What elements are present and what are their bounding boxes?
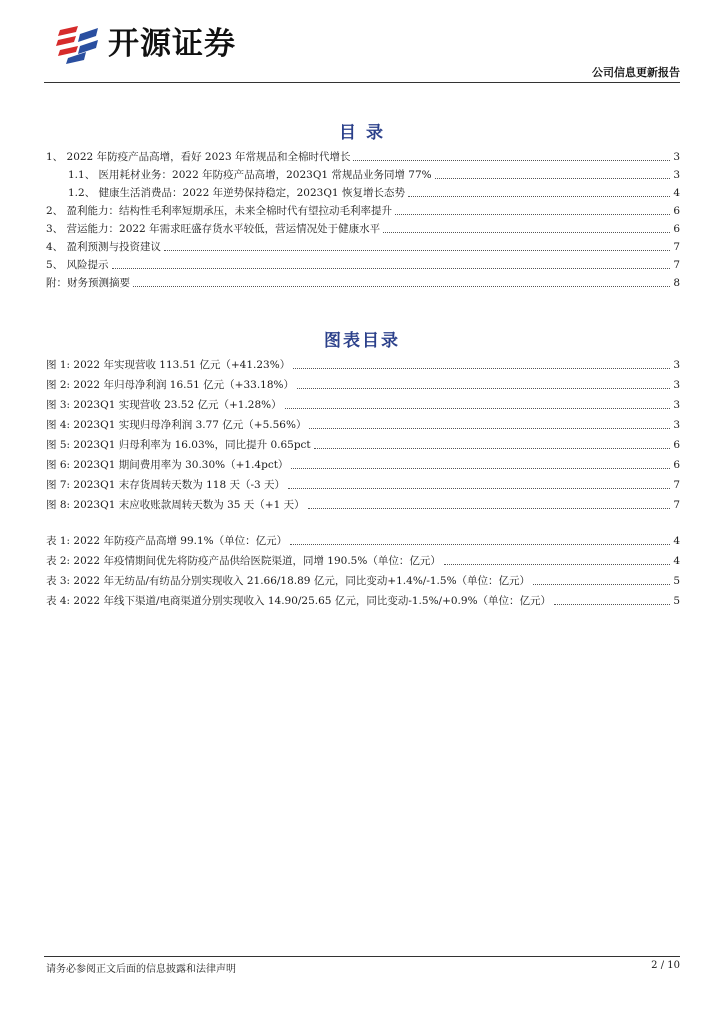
- leader-dots: [408, 195, 670, 197]
- toc-item-label: 1、 2022 年防疫产品高增，看好 2023 年常规品和全棉时代增长: [46, 151, 351, 163]
- leader-dots: [285, 407, 671, 409]
- toc-item-page: 4: [673, 187, 680, 199]
- figure-item[interactable]: [46, 494, 680, 512]
- leader-dots: [291, 467, 670, 469]
- toc-item[interactable]: [46, 254, 680, 272]
- footer-disclaimer: 请务必参阅正文后面的信息披露和法律声明: [46, 964, 236, 975]
- company-logo: [56, 24, 296, 64]
- toc-item-label: 1.1、 医用耗材业务：2022 年防疫产品高增，2023Q1 常规品业务同增 77%: [68, 169, 432, 181]
- figure-item[interactable]: [46, 354, 680, 372]
- leader-dots: [554, 603, 670, 605]
- leader-dots: [435, 177, 671, 179]
- toc-item-page: 8: [673, 277, 680, 289]
- leader-dots: [288, 487, 670, 489]
- figure-item[interactable]: [46, 474, 680, 492]
- toc-item-label: 2、 盈利能力：结构性毛利率短期承压，未来全棉时代有望拉动毛利率提升: [46, 205, 393, 217]
- figure-item-label: 图 3: 2023Q1 实现营收 23.52 亿元（+1.28%）: [46, 399, 282, 411]
- figure-item-page: 3: [673, 359, 680, 371]
- figure-item-label: 图 8: 2023Q1 末应收账款周转天数为 35 天（+1 天）: [46, 499, 305, 511]
- figure-item-label: 图 5: 2023Q1 归母利率为 16.03%，同比提升 0.65pct: [46, 439, 311, 451]
- leader-dots: [293, 367, 670, 369]
- leader-dots: [164, 249, 670, 251]
- leader-dots: [133, 285, 670, 287]
- toc-item-page: 7: [673, 241, 680, 253]
- toc-item-label: 1.2、 健康生活消费品：2022 年逆势保持稳定，2023Q1 恢复增长态势: [68, 187, 405, 199]
- toc-title: 目 录: [339, 123, 385, 143]
- figures-title: 图表目录: [324, 331, 400, 351]
- toc-item[interactable]: [68, 182, 680, 200]
- toc-item[interactable]: [68, 164, 680, 182]
- toc-item-label: 4、 盈利预测与投资建议: [46, 241, 162, 253]
- toc-item[interactable]: [46, 218, 680, 236]
- figure-item-label: 图 2: 2022 年归母净利润 16.51 亿元（+33.18%）: [46, 379, 295, 391]
- leader-dots: [353, 159, 670, 161]
- table-item-label: 表 1: 2022 年防疫产品高增 99.1%（单位：亿元）: [46, 535, 288, 547]
- figure-item[interactable]: [46, 394, 680, 412]
- toc-item[interactable]: [46, 146, 680, 164]
- header-divider: [44, 82, 680, 83]
- page-header: [44, 18, 680, 80]
- figure-item-page: 6: [673, 439, 680, 451]
- table-item[interactable]: [46, 530, 680, 548]
- figure-item[interactable]: [46, 454, 680, 472]
- toc-item-page: 6: [673, 205, 680, 217]
- table-item-label: 表 2: 2022 年疫情期间优先将防疫产品供给医院渠道，同增 190.5%（单位：亿元）: [46, 555, 441, 567]
- table-item-label: 表 4: 2022 年线下渠道/电商渠道分别实现收入 14.90/25.65 亿元，同比变动-1.5%/+0.9%（单位：亿元）: [46, 595, 552, 607]
- table-item-page: 4: [673, 535, 680, 547]
- leader-dots: [383, 231, 670, 233]
- toc-item[interactable]: [46, 200, 680, 218]
- figure-item-label: 图 6: 2023Q1 期间费用率为 30.30%（+1.4pct）: [46, 459, 289, 471]
- leader-dots: [395, 213, 670, 215]
- leader-dots: [297, 387, 670, 389]
- figure-item-page: 3: [673, 379, 680, 391]
- leader-dots: [308, 507, 671, 509]
- leader-dots: [290, 543, 670, 545]
- table-item-page: 5: [673, 575, 680, 587]
- figure-item-label: 图 1: 2022 年实现营收 113.51 亿元（+41.23%）: [46, 359, 291, 371]
- leader-dots: [533, 583, 670, 585]
- figure-item[interactable]: [46, 434, 680, 452]
- toc-item-label: 附：财务预测摘要: [46, 277, 130, 289]
- figure-item-page: 7: [673, 479, 680, 491]
- table-item-page: 4: [673, 555, 680, 567]
- toc-item-page: 3: [673, 151, 680, 163]
- toc-item[interactable]: [46, 272, 680, 290]
- table-item-page: 5: [673, 595, 680, 607]
- figure-item-label: 图 7: 2023Q1 末存货周转天数为 118 天（-3 天）: [46, 479, 286, 491]
- report-type-label: 公司信息更新报告: [592, 66, 680, 79]
- toc-item-page: 7: [673, 259, 680, 271]
- leader-dots: [309, 427, 670, 429]
- figure-item-page: 6: [673, 459, 680, 471]
- figure-item-page: 3: [673, 419, 680, 431]
- leader-dots: [112, 267, 671, 269]
- footer-divider: [44, 956, 680, 957]
- table-item-label: 表 3: 2022 年无纺品/有纺品分别实现收入 21.66/18.89 亿元，同比变动+1.4%/-1.5%（单位：亿元）: [46, 575, 531, 587]
- toc-item[interactable]: [46, 236, 680, 254]
- toc-item-label: 3、 营运能力：2022 年需求旺盛存货水平较低，营运情况处于健康水平: [46, 223, 381, 235]
- figure-item[interactable]: [46, 374, 680, 392]
- toc-item-label: 5、 风险提示: [46, 259, 109, 271]
- leader-dots: [444, 563, 670, 565]
- toc-item-page: 3: [673, 169, 680, 181]
- figure-item-page: 7: [673, 499, 680, 511]
- figure-item[interactable]: [46, 414, 680, 432]
- leader-dots: [314, 447, 671, 449]
- table-item[interactable]: [46, 590, 680, 608]
- toc-item-page: 6: [673, 223, 680, 235]
- logo-text: 开源证券: [108, 26, 236, 62]
- table-item[interactable]: [46, 570, 680, 588]
- logo-mark-icon: [56, 24, 104, 64]
- page-number: 2 / 10: [651, 960, 680, 971]
- figure-item-page: 3: [673, 399, 680, 411]
- figure-item-label: 图 4: 2023Q1 实现归母净利润 3.77 亿元（+5.56%）: [46, 419, 307, 431]
- table-item[interactable]: [46, 550, 680, 568]
